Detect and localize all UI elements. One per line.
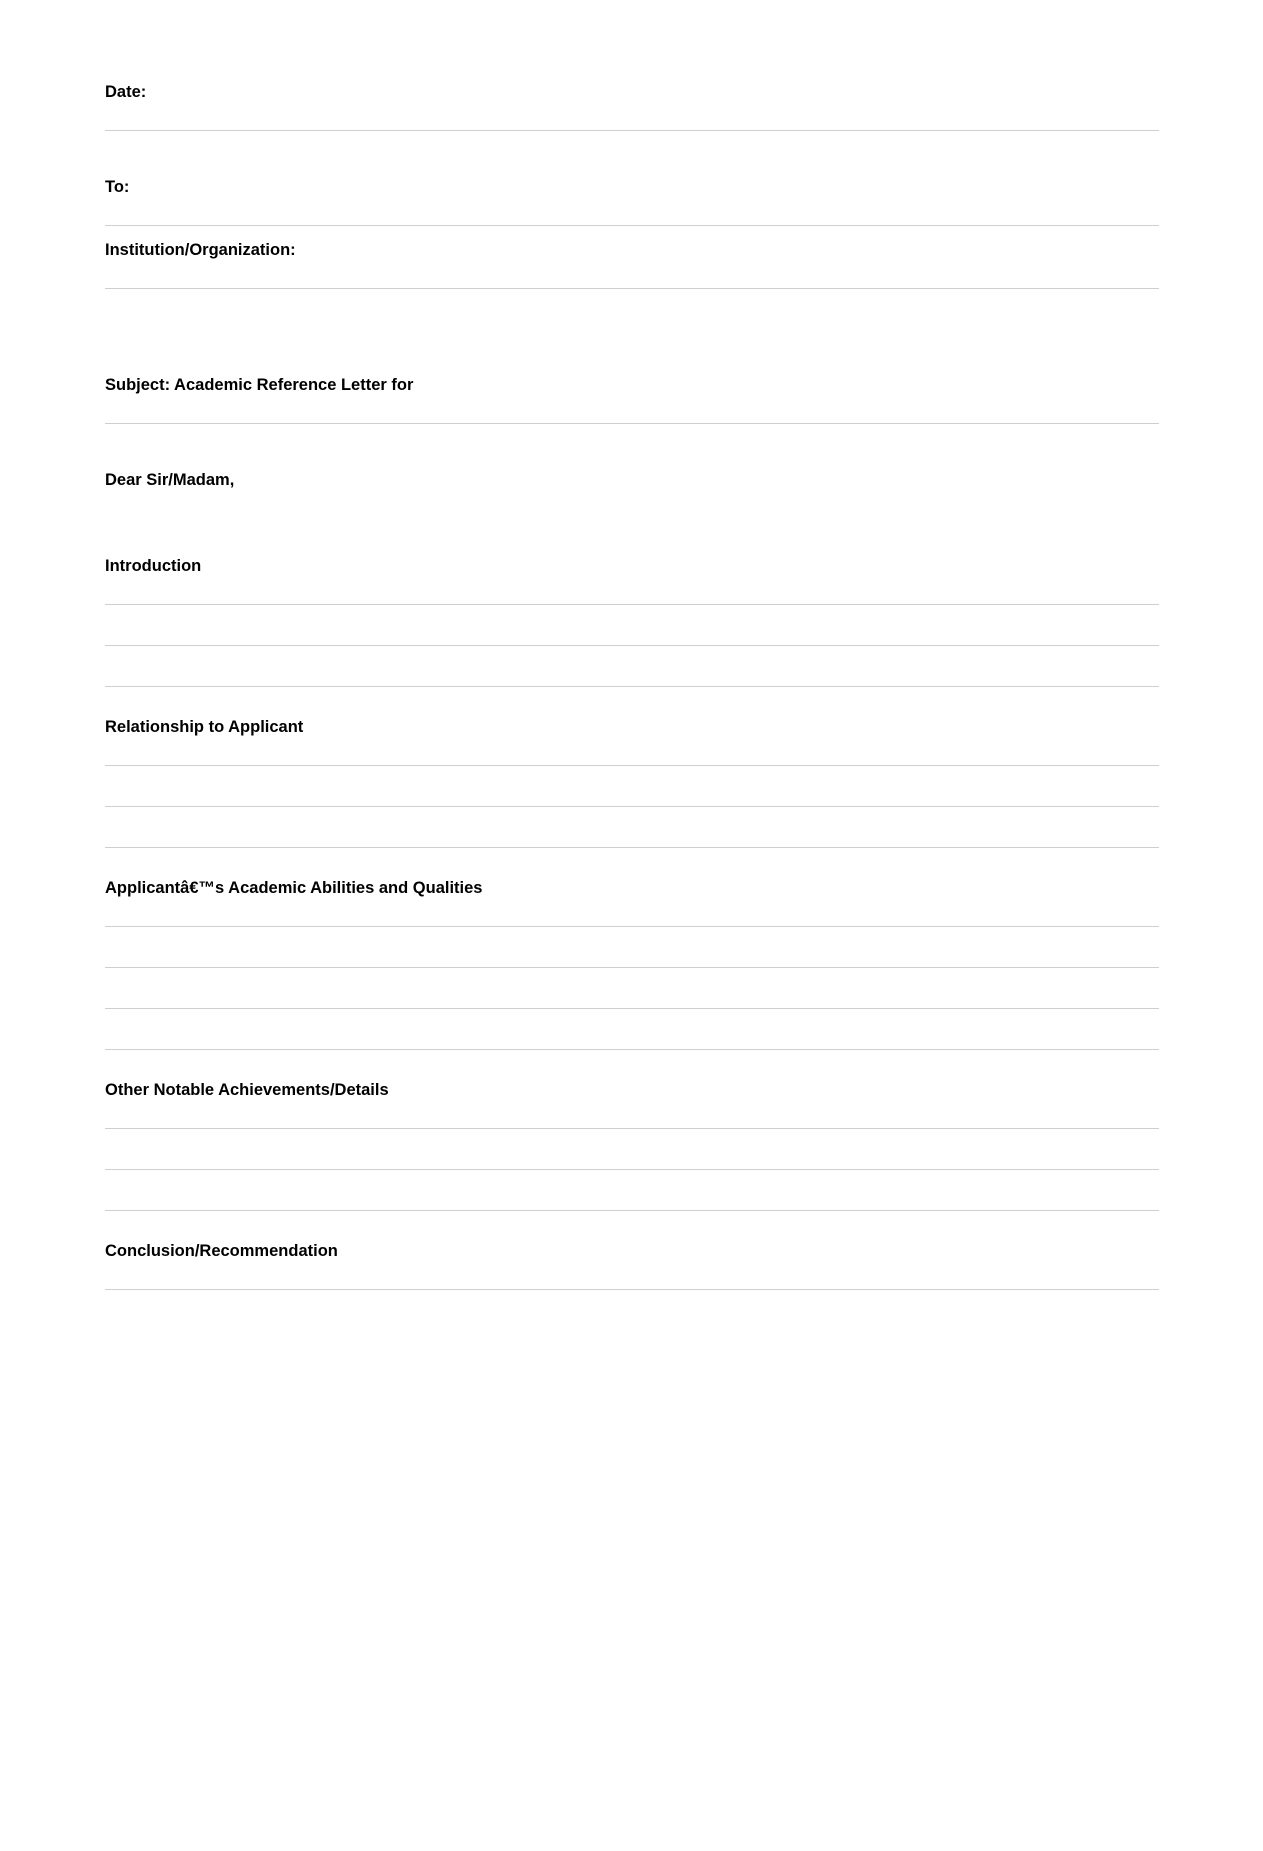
abilities-line-2[interactable] bbox=[105, 967, 1159, 968]
abilities-line-4[interactable] bbox=[105, 1049, 1159, 1050]
introduction-heading: Introduction bbox=[105, 557, 202, 575]
to-label: To: bbox=[105, 178, 130, 196]
relationship-line-2[interactable] bbox=[105, 806, 1159, 807]
institution-label: Institution/Organization: bbox=[105, 241, 296, 259]
abilities-heading: Applicantâ€™s Academic Abilities and Qualities bbox=[105, 879, 483, 897]
achievements-line-3[interactable] bbox=[105, 1210, 1159, 1211]
conclusion-heading: Conclusion/Recommendation bbox=[105, 1242, 338, 1260]
subject-label: Subject: Academic Reference Letter for bbox=[105, 376, 414, 394]
introduction-line-2[interactable] bbox=[105, 645, 1159, 646]
achievements-line-1[interactable] bbox=[105, 1128, 1159, 1129]
institution-line[interactable] bbox=[105, 288, 1159, 289]
introduction-line-3[interactable] bbox=[105, 686, 1159, 687]
conclusion-line-1[interactable] bbox=[105, 1289, 1159, 1290]
relationship-line-1[interactable] bbox=[105, 765, 1159, 766]
relationship-heading: Relationship to Applicant bbox=[105, 718, 304, 736]
to-line[interactable] bbox=[105, 225, 1159, 226]
date-line[interactable] bbox=[105, 130, 1159, 131]
achievements-line-2[interactable] bbox=[105, 1169, 1159, 1170]
salutation: Dear Sir/Madam, bbox=[105, 471, 235, 489]
subject-line[interactable] bbox=[105, 423, 1159, 424]
date-label: Date: bbox=[105, 83, 147, 101]
achievements-heading: Other Notable Achievements/Details bbox=[105, 1081, 389, 1099]
relationship-line-3[interactable] bbox=[105, 847, 1159, 848]
abilities-line-1[interactable] bbox=[105, 926, 1159, 927]
abilities-line-3[interactable] bbox=[105, 1008, 1159, 1009]
introduction-line-1[interactable] bbox=[105, 604, 1159, 605]
